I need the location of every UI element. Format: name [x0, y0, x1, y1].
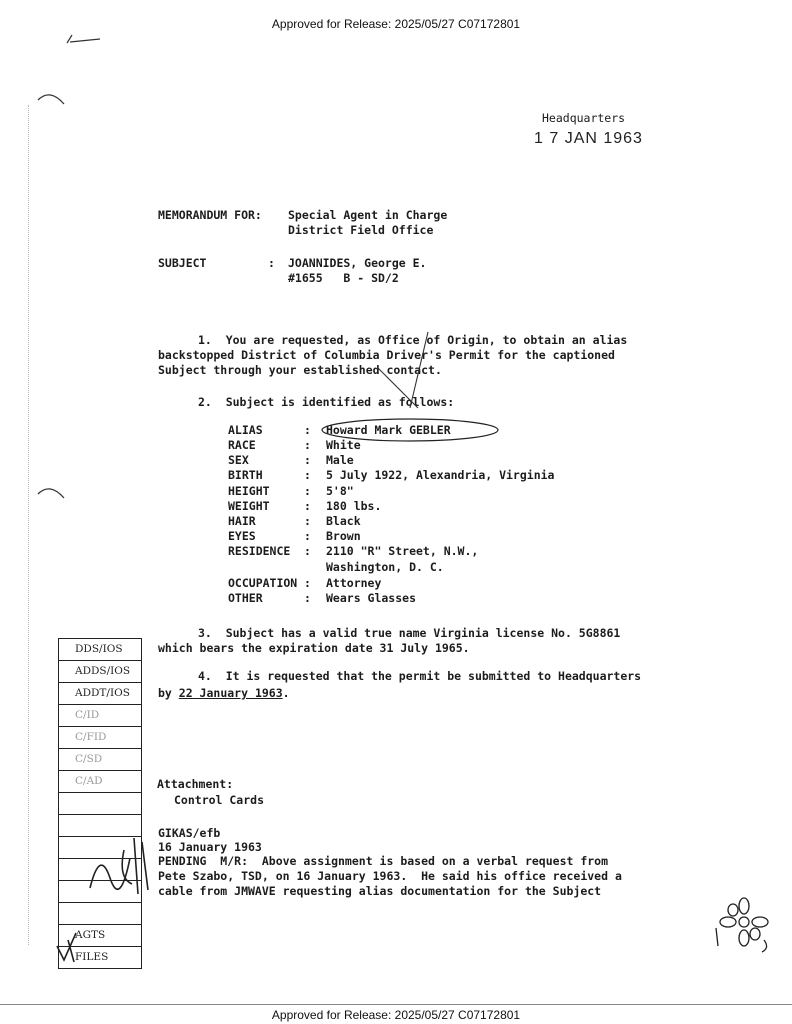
identity-colon: :	[304, 514, 311, 528]
routing-cell	[59, 903, 142, 925]
paragraph-1-line3: Subject through your established contact.	[158, 363, 442, 377]
identity-label: SEX	[228, 453, 249, 467]
identity-colon: :	[304, 499, 311, 513]
identity-colon: :	[304, 576, 311, 590]
subject-line1: JOANNIDES, George E.	[288, 256, 427, 270]
subject-label: SUBJECT	[158, 256, 207, 270]
identity-label: BIRTH	[228, 468, 263, 482]
identity-value: Howard Mark GEBLER	[326, 423, 451, 437]
routing-cell: FILES	[59, 947, 142, 969]
paragraph-1-line2: backstopped District of Columbia Driver's Permit for the captioned	[158, 348, 615, 362]
paragraph-4-line2: by 22 January 1963.	[158, 686, 290, 700]
routing-cell: C/FID	[59, 727, 142, 749]
note-line1: PENDING M/R: Above assignment is based on a verbal request from	[158, 854, 609, 868]
routing-cell: C/ID	[59, 705, 142, 727]
memo-for-label: MEMORANDUM FOR:	[158, 208, 262, 222]
author-initials: GIKAS/efb	[158, 826, 221, 840]
release-header: Approved for Release: 2025/05/27 C07172801	[271, 17, 521, 31]
routing-cell: DDS/IOS	[59, 639, 142, 661]
headquarters-label: Headquarters	[542, 111, 626, 125]
paragraph-3-line2: which bears the expiration date 31 July 1965.	[158, 641, 470, 655]
paragraph-3-line1: 3. Subject has a valid true name Virginia license No. 5G8861	[198, 626, 621, 640]
margin-dots	[28, 105, 29, 945]
identity-label: RACE	[228, 438, 256, 452]
attachment-item: Control Cards	[174, 793, 265, 807]
identity-value: Attorney	[326, 576, 382, 590]
identity-label: WEIGHT	[228, 499, 270, 513]
routing-row	[59, 705, 142, 727]
routing-cell: C/SD	[59, 749, 142, 771]
routing-box	[58, 638, 142, 969]
routing-row	[59, 661, 142, 683]
memo-for-line2: District Field Office	[288, 223, 434, 237]
identity-colon: :	[304, 453, 311, 467]
identity-label: EYES	[228, 529, 256, 543]
identity-value: 5 July 1922, Alexandria, Virginia	[326, 468, 555, 482]
routing-row	[59, 793, 142, 815]
paragraph-1-line1: 1. You are requested, as Office of Origin, to obtain an alias	[198, 333, 628, 347]
routing-row	[59, 727, 142, 749]
routing-cell: ADDT/IOS	[59, 683, 142, 705]
release-footer: Approved for Release: 2025/05/27 C07172801	[271, 1008, 521, 1022]
doodle-flower-icon	[708, 888, 778, 958]
hole-punch-mark-icon	[36, 484, 66, 504]
hole-punch-mark-icon	[36, 90, 66, 110]
routing-cell	[59, 793, 142, 815]
identity-value: White	[326, 438, 361, 452]
identity-value: Washington, D. C.	[326, 560, 444, 574]
handwritten-strokes	[370, 330, 450, 410]
footer-divider	[0, 1004, 792, 1005]
subject-colon: :	[268, 256, 275, 270]
memo-for-line1: Special Agent in Charge	[288, 208, 448, 222]
routing-cell: ADDS/IOS	[59, 661, 142, 683]
identity-colon: :	[304, 438, 311, 452]
alias-circle	[318, 416, 502, 444]
routing-row	[59, 683, 142, 705]
identity-colon: :	[304, 423, 311, 437]
identity-value: 5'8"	[326, 484, 354, 498]
identity-value: Male	[326, 453, 354, 467]
attachment-label: Attachment:	[157, 777, 234, 791]
date-stamp: 1 7 JAN 1963	[534, 130, 643, 147]
routing-row	[59, 903, 142, 925]
identity-colon: :	[304, 484, 311, 498]
identity-label: HEIGHT	[228, 484, 270, 498]
handwritten-initials-icon	[80, 828, 160, 898]
identity-colon: :	[304, 529, 311, 543]
note-date: 16 January 1963	[158, 840, 262, 854]
paragraph-4-line1: 4. It is requested that the permit be submitted to Headquarters	[198, 669, 642, 683]
identity-colon: :	[304, 591, 311, 605]
requested-date: 22 January 1963	[178, 686, 283, 700]
identity-colon: :	[304, 468, 311, 482]
identity-colon: :	[304, 544, 311, 558]
routing-cell: AGTS	[59, 925, 142, 947]
identity-value: Wears Glasses	[326, 591, 417, 605]
routing-row	[59, 771, 142, 793]
identity-value: 180 lbs.	[326, 499, 382, 513]
note-line3: cable from JMWAVE requesting alias documentation for the Subject	[158, 884, 602, 898]
identity-value: Brown	[326, 529, 361, 543]
routing-cell: C/AD	[59, 771, 142, 793]
identity-value: Black	[326, 514, 361, 528]
subject-line2: #1655 B - SD/2	[288, 271, 399, 285]
routing-row	[59, 749, 142, 771]
identity-label: OTHER	[228, 591, 263, 605]
paragraph-2: 2. Subject is identified as follows:	[198, 395, 455, 409]
identity-label: ALIAS	[228, 423, 263, 437]
identity-label: OCCUPATION	[228, 576, 298, 590]
identity-label: HAIR	[228, 514, 256, 528]
files-check-mark-icon	[54, 930, 84, 964]
note-line2: Pete Szabo, TSD, on 16 January 1963. He said his office received a	[158, 869, 622, 883]
identity-value: 2110 "R" Street, N.W.,	[326, 544, 479, 558]
pen-mark-icon	[64, 30, 104, 48]
identity-label: RESIDENCE	[228, 544, 291, 558]
routing-row	[59, 639, 142, 661]
